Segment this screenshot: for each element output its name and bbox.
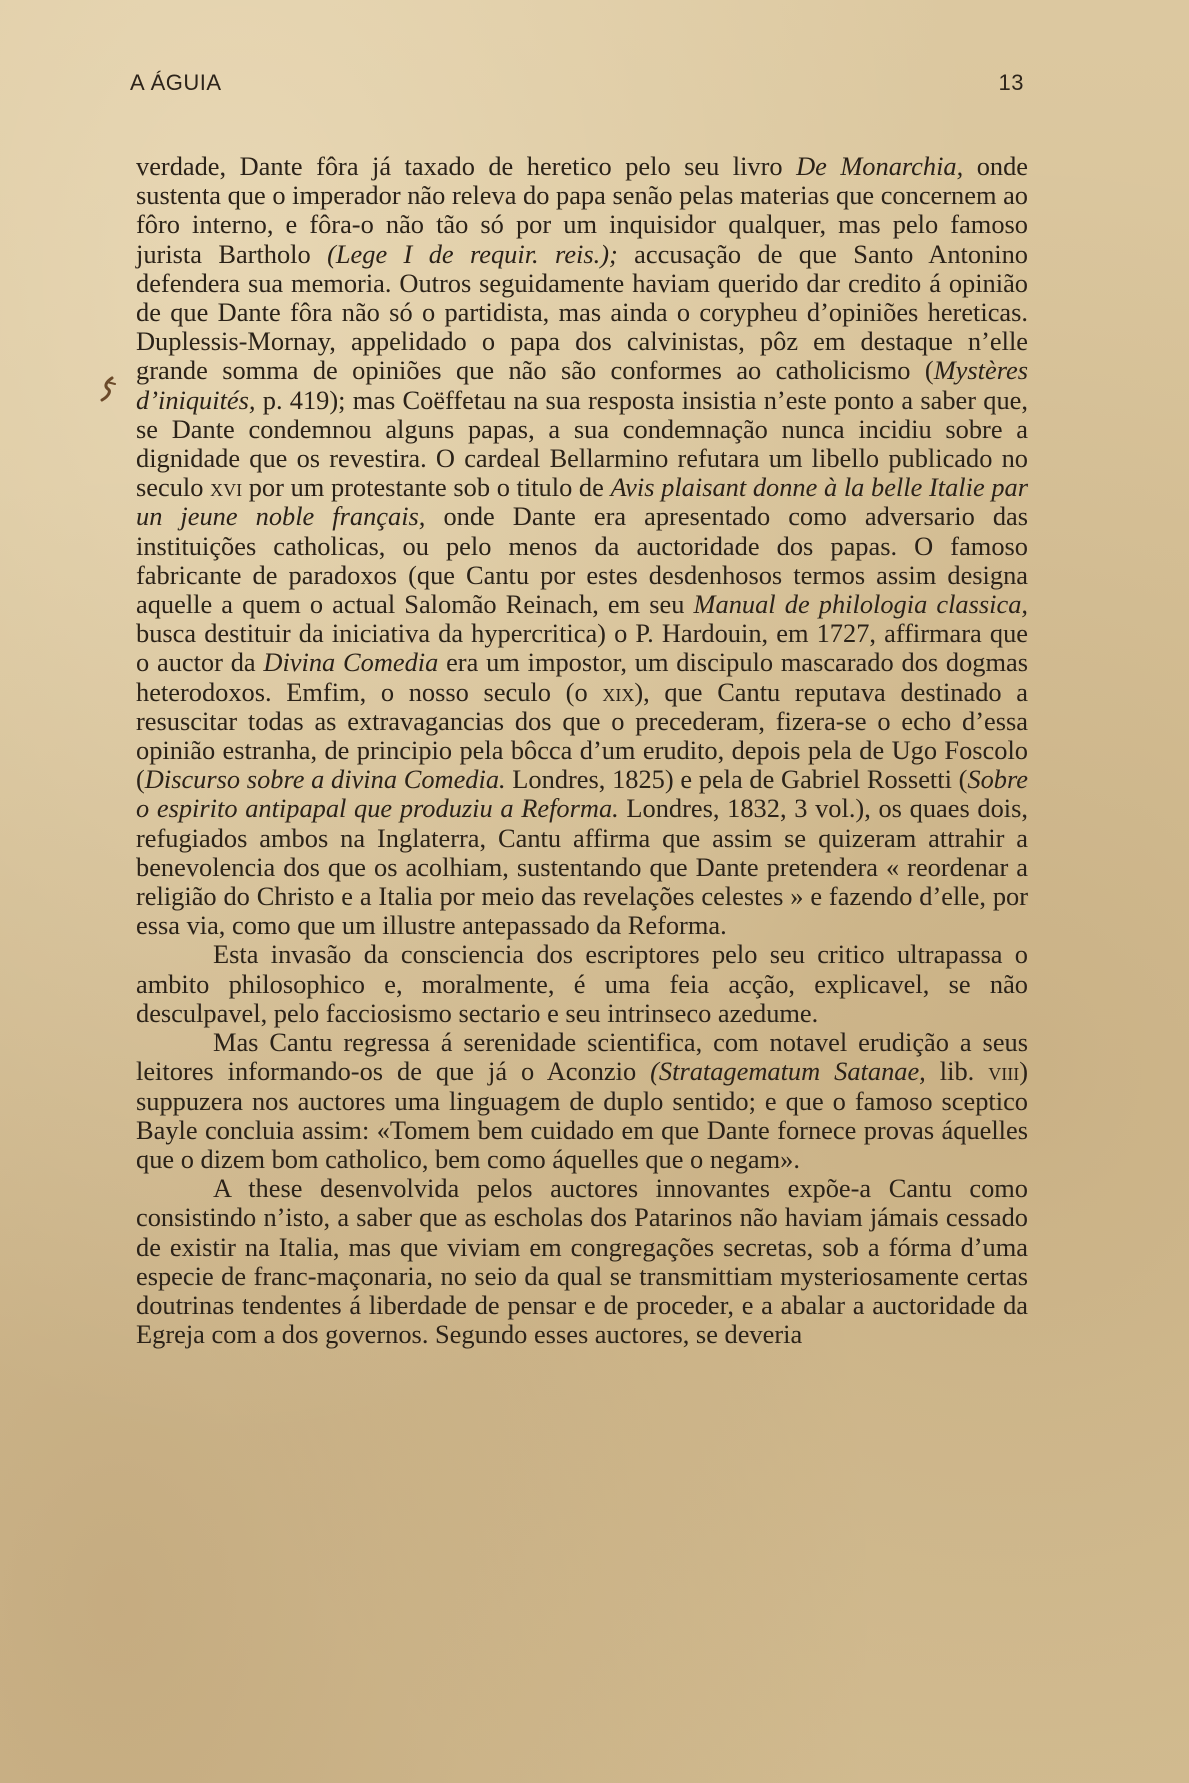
text-run: era um impostor, um discipulo mascarado dos dogmas heterodoxos. Emfim, o nosso seculo (o (136, 647, 1028, 707)
paragraph (136, 1174, 1028, 1349)
text-run: lib. (925, 1056, 989, 1087)
text-run: ) suppuzera nos auctores uma linguagem de duplo sentido; e que o famoso sceptico Bayle concluia assim: «Tomem bem cuidado em que Dante fornece provas áquelles que o dizem bom catholico, bem como áquelles que o negam». (136, 1056, 1028, 1174)
smallcaps-run: xvi (210, 472, 243, 503)
body-text (136, 152, 1028, 1349)
text-run: Londres, 1825) e pela de Gabriel Rossetti ( (505, 764, 968, 795)
text-run: verdade, Dante fôra já taxado de heretico pelo seu livro (136, 151, 797, 181)
paragraph (136, 1028, 1028, 1174)
paragraph (136, 152, 1028, 940)
paragraph (136, 940, 1028, 1028)
text-run: Mas Cantu regressa á serenidade scientifica, com notavel erudição a seus leitores informando-os de que já o Aconzio (136, 1027, 1028, 1087)
text-run: A these desenvolvida pelos auctores innovantes expõe-a Cantu como consistindo n’isto, a saber que as escholas dos Patarinos não haviam jámais cessado de existir na Italia, mas que viviam em congregações secretas, sob a fórma d’uma especie de franc-maçonaria, no seio da qual se transmittiam mysteriosamente certas doutrinas tendentes á liberdade de pensar e de proceder, e a abalar a auctoridade da Egreja com a dos governos. Segundo esses auctores, se deveria (136, 1173, 1028, 1350)
smallcaps-run: xix (602, 676, 635, 707)
margin-mark-icon (98, 376, 120, 402)
text-run: accusação de que Santo Antonino defendera sua memoria. Outros seguidamente haviam querido dar credito á opinião de que Dante fôra não só o partidista, mas ainda o corypheu d’opiniões hereticas. Duplessis-Mornay, appelidado o papa dos calvinistas, pôz em destaque n’elle grande somma de opiniões que não são conformes ao catholicismo ( (136, 238, 1028, 386)
text-run: por um protestante sob o titulo de (242, 472, 611, 503)
italic-run: Manual de philologia classica, (693, 589, 1028, 620)
smallcaps-run: viii (988, 1056, 1020, 1087)
journal-title: A ÁGUIA (130, 70, 222, 95)
italic-run: Discurso sobre a divina Comedia. (144, 764, 506, 795)
text-run: Londres, 1832, 3 vol.), os quaes dois, refugiados ambos na Inglaterra, Cantu affirma que assim se quizeram attrahir a benevolencia dos que os acolhiam, sustentando que Dante pretendera « reordenar a religião do Christo e a Italia por meio das revelações celestes » e fazendo d’elle, por essa via, como que um illustre antepassado da Reforma. (136, 793, 1028, 941)
italic-run: (Stratagematum Satanae, (650, 1056, 926, 1087)
italic-run: Mystères d’iniquités, (136, 355, 1028, 415)
text-run: p. 419); mas Coëffetau na sua resposta insistia n’este ponto a saber que, se Dante condemnou alguns papas, a sua condemnação nunca incidiu sobre a dignidade que os revestira. O cardeal Bellarmino refutara um libello publicado no seculo (136, 384, 1028, 503)
italic-run: Avis plaisant donne à la belle Italie par un jeune noble français, (136, 472, 1028, 532)
text-run: Esta invasão da consciencia dos escriptores pelo seu critico ultrapassa o ambito philosophico e, moralmente, é uma feia acção, explicavel, se não desculpavel, pelo facciosismo sectario e seu intrinseco azedume. (136, 939, 1028, 1028)
text-run: onde Dante era apresentado como adversario das instituições catholicas, ou pelo menos da auctoridade dos papas. O famoso fabricante de paradoxos (que Cantu por estes desdenhosos termos assim designa aquelle a quem o actual Salomão Reinach, em seu (136, 501, 1029, 620)
text-run: busca destituir da iniciativa da hypercritica) o P. Hardouin, em 1727, affirmara que o auctor da (136, 618, 1028, 678)
italic-run: De Monarchia, (796, 151, 964, 181)
italic-run: (Lege I de requir. reis.); (327, 238, 618, 269)
running-head (130, 70, 1024, 100)
text-run: ), que Cantu reputava destinado a resuscitar todas as extravagancias dos que o precederam, fizera-se o echo d’essa opinião estranha, de principio pela bôcca d’um erudito, depois pela de Ugo Foscolo ( (136, 676, 1028, 795)
page-number: 13 (998, 70, 1024, 95)
text-run: onde sustenta que o imperador não releva do papa senão pelas materias que concernem ao fôro interno, e fôra-o não tão só por um inquisidor qualquer, mas pelo famoso jurista Bartholo (136, 151, 1028, 269)
italic-run: Divina Comedia (263, 647, 439, 678)
italic-run: Sobre o espirito antipapal que produziu a Reforma. (136, 764, 1028, 824)
